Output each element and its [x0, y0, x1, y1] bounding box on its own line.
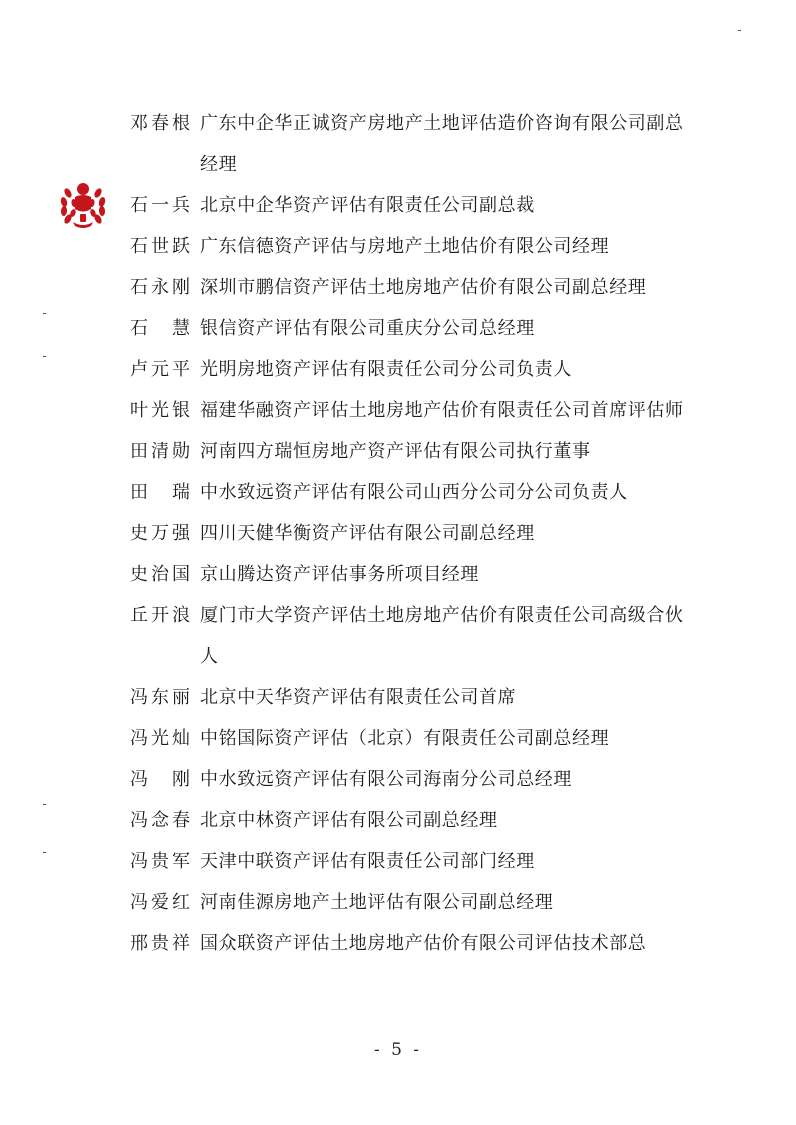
member-name: 田清勋	[130, 441, 190, 462]
member-description: 天津中联资产评估有限责任公司部门经理	[200, 851, 535, 872]
list-item	[0, 554, 796, 595]
scan-mark	[43, 356, 46, 357]
list-item	[0, 800, 796, 841]
member-name: 邓春根	[130, 113, 190, 134]
member-description: 厦门市大学资产评估土地房地产估价有限责任公司高级合伙人	[200, 605, 684, 667]
list-item	[0, 390, 796, 431]
member-list	[0, 103, 796, 964]
member-description: 深圳市鹏信资产评估土地房地产估价有限公司副总经理	[200, 277, 647, 298]
member-name: 田 瑞	[130, 482, 190, 503]
list-item	[0, 513, 796, 554]
list-item	[0, 431, 796, 472]
list-item	[0, 308, 796, 349]
member-description: 中水致远资产评估有限公司山西分公司分公司负责人	[200, 482, 628, 503]
list-item	[0, 677, 796, 718]
list-item	[0, 923, 796, 964]
member-name: 叶光银	[130, 400, 190, 421]
member-name: 石世跃	[130, 236, 190, 257]
member-description: 广东中企华正诚资产房地产土地评估造价咨询有限公司副总经理	[200, 113, 684, 175]
list-item	[0, 718, 796, 759]
list-item	[0, 472, 796, 513]
list-item	[0, 349, 796, 390]
member-description: 光明房地资产评估有限责任公司分公司负责人	[200, 359, 572, 380]
list-item	[0, 595, 796, 677]
list-item	[0, 185, 796, 226]
member-description: 中铭国际资产评估（北京）有限责任公司副总经理	[200, 728, 610, 749]
member-description: 国众联资产评估土地房地产估价有限公司评估技术部总	[200, 933, 647, 954]
member-name: 冯爱红	[130, 892, 190, 913]
member-name: 冯 刚	[130, 769, 190, 790]
member-description: 福建华融资产评估土地房地产估价有限责任公司首席评估师	[200, 400, 684, 421]
list-item	[0, 267, 796, 308]
member-description: 河南四方瑞恒房地产资产评估有限公司执行董事	[200, 441, 591, 462]
member-name: 冯念春	[130, 810, 190, 831]
list-item	[0, 882, 796, 923]
member-description: 银信资产评估有限公司重庆分公司总经理	[200, 318, 535, 339]
member-name: 石永刚	[130, 277, 190, 298]
member-description: 四川天健华衡资产评估有限公司副总经理	[200, 523, 535, 544]
member-description: 河南佳源房地产土地评估有限公司副总经理	[200, 892, 554, 913]
member-description: 北京中企华资产评估有限责任公司副总裁	[200, 195, 535, 216]
member-name: 卢元平	[130, 359, 190, 380]
scan-mark	[43, 313, 46, 314]
member-description: 广东信德资产评估与房地产土地估价有限公司经理	[200, 236, 610, 257]
list-item	[0, 841, 796, 882]
scan-mark	[43, 852, 46, 853]
page-number: - 5 -	[373, 1040, 423, 1060]
member-description: 中水致远资产评估有限公司海南分公司总经理	[200, 769, 572, 790]
scan-mark	[738, 30, 741, 31]
member-description: 北京中天华资产评估有限责任公司首席	[200, 687, 517, 708]
member-name: 石一兵	[130, 195, 190, 216]
member-name: 丘开浪	[130, 605, 190, 626]
scan-mark	[43, 804, 46, 805]
member-name: 邢贵祥	[130, 933, 190, 954]
member-name: 石 慧	[130, 318, 190, 339]
member-name: 冯贵军	[130, 851, 190, 872]
member-name: 冯光灿	[130, 728, 190, 749]
member-description: 京山腾达资产评估事务所项目经理	[200, 564, 479, 585]
list-item	[0, 226, 796, 267]
member-name: 冯东丽	[130, 687, 190, 708]
member-description: 北京中林资产评估有限公司副总经理	[200, 810, 498, 831]
list-item	[0, 103, 796, 185]
list-item	[0, 759, 796, 800]
member-name: 史万强	[130, 523, 190, 544]
member-name: 史治国	[130, 564, 190, 585]
